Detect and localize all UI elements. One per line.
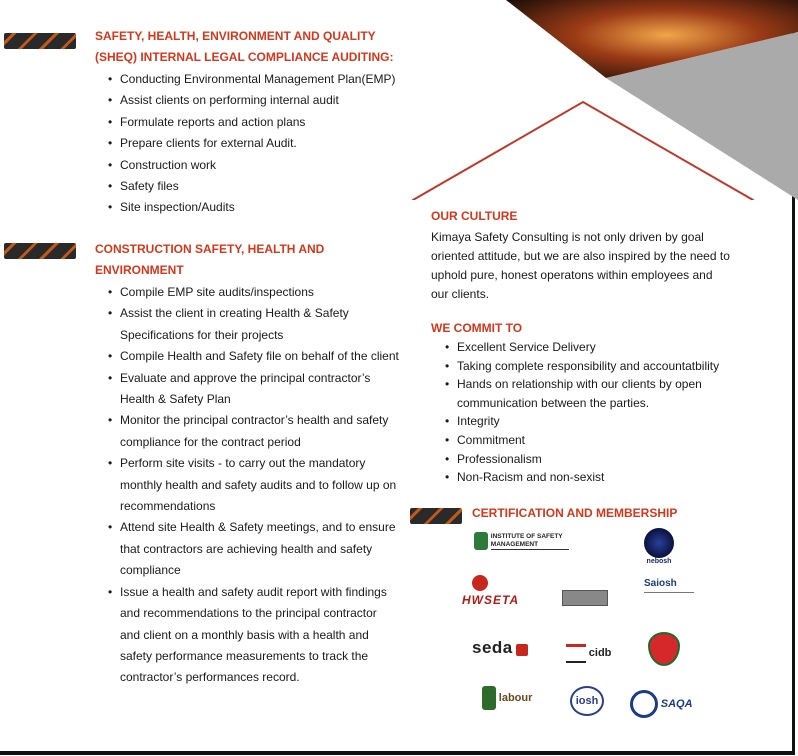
ism-emblem-icon (474, 532, 488, 550)
sheq-heading (95, 26, 393, 68)
list-item: • Assist the client in creating Health & Safety Specifications for their projects (106, 303, 399, 346)
saqa-swirl-icon (630, 690, 658, 718)
shield-logo (648, 632, 680, 666)
seta-grey-logo (562, 590, 608, 606)
list-item: • Assist clients on performing internal audit (106, 90, 395, 111)
list-item: • Perform site visits - to carry out the mandatory monthly health and safety audits and to follow up on recommendations (106, 453, 399, 517)
construction-heading (95, 239, 324, 281)
seda-mark-icon (516, 644, 528, 656)
sheq-heading-line1: SAFETY, HEALTH, ENVIRONMENT AND QUALITY (95, 29, 376, 43)
iosh-logo: iosh (570, 686, 604, 716)
list-item: • Safety files (106, 176, 395, 197)
sheq-list (106, 69, 395, 219)
list-item: • Prepare clients for external Audit. (106, 133, 395, 154)
construction-list (106, 282, 399, 689)
list-item: • Issue a health and safety audit report with findings and recommendations to the principal contractor and client on a monthly basis with a health and safety performance measurements to track the contractor’s performances record. (106, 582, 399, 689)
list-item: • Excellent Service Delivery (443, 338, 719, 357)
list-item: • Compile Health and Safety file on behalf of the client (106, 346, 399, 367)
seda-logo: seda (472, 638, 528, 658)
nebosh-logo: nebosh (644, 528, 674, 565)
construction-heading-line2: ENVIRONMENT (95, 263, 184, 277)
logos-area (458, 520, 726, 735)
list-item: • Monitor the principal contractor’s health and safety compliance for the contract period (106, 410, 399, 453)
cidb-logo: cidb (566, 644, 611, 663)
list-item: • Professionalism (443, 450, 719, 469)
coat-of-arms-icon (482, 686, 496, 710)
saiosh-logo: Saiosh (644, 578, 694, 601)
hwseta-logo: HWSETA (462, 575, 519, 607)
commit-heading: WE COMMIT TO (431, 321, 523, 335)
culture-heading: OUR CULTURE (431, 209, 518, 223)
list-item: • Integrity (443, 412, 719, 431)
list-item: • Non-Racism and non-sexist (443, 468, 719, 487)
list-item: • Formulate reports and action plans (106, 112, 395, 133)
hwseta-emblem-icon (472, 575, 488, 591)
list-item: • Site inspection/Audits (106, 197, 395, 218)
saqa-logo: SAQA (630, 690, 693, 718)
section-stripe-construction (4, 243, 76, 259)
list-item: • Hands on relationship with our clients by open communication between the parties. (443, 375, 719, 412)
list-item: • Evaluate and approve the principal contractor’s Health & Safety Plan (106, 368, 399, 411)
culture-paragraph: Kimaya Safety Consulting is not only driven by goal oriented attitude, but we are also inspired by the need to uphold pure, honest operatons within employees and our clients. (431, 230, 730, 301)
cidb-building-icon (566, 644, 586, 663)
list-item: • Commitment (443, 431, 719, 450)
sheq-heading-line2: (SHEQ) INTERNAL LEGAL COMPLIANCE AUDITING: (95, 50, 394, 64)
list-item: • Compile EMP site audits/inspections (106, 282, 399, 303)
list-item: • Conducting Environmental Management Plan(EMP) (106, 69, 395, 90)
ism-logo: INSTITUTE OF SAFETY MANAGEMENT (474, 532, 569, 550)
list-item: • Taking complete responsibility and accountatbility (443, 357, 719, 376)
list-item: • Construction work (106, 155, 395, 176)
certification-heading: CERTIFICATION AND MEMBERSHIP (472, 506, 678, 520)
list-item: • Attend site Health & Safety meetings, and to ensure that contractors are achieving health and safety compliance (106, 517, 399, 581)
nebosh-globe-icon (644, 528, 674, 558)
section-stripe-sheq (4, 33, 76, 49)
section-stripe-certification (410, 508, 462, 524)
commit-list (443, 338, 719, 487)
construction-heading-line1: CONSTRUCTION SAFETY, HEALTH AND (95, 242, 325, 256)
labour-logo: labour (482, 686, 532, 710)
